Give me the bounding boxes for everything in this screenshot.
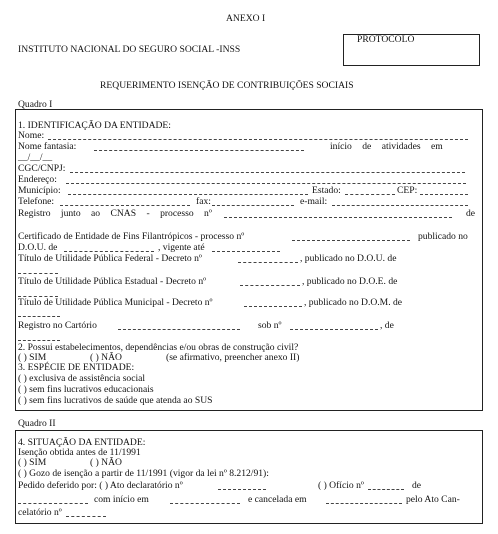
section2-note: (se afirmativo, preencher anexo II) <box>166 352 300 363</box>
titulo-federal-field[interactable] <box>238 262 298 263</box>
cgc-field[interactable] <box>70 172 465 173</box>
cartorio-de-label: , de <box>380 320 394 331</box>
section3-title: 3. ESPÉCIE DE ENTIDADE: <box>18 362 135 373</box>
annex-label: ANEXO I <box>226 13 266 24</box>
estado-field[interactable] <box>345 194 395 195</box>
titulo-estadual-publicado: , publicado no D.O.E. de <box>302 276 398 287</box>
fax-label: fax: <box>196 196 211 207</box>
municipio-label: Município: <box>18 185 61 196</box>
estado-label: Estado: <box>312 185 341 196</box>
titulo-federal-label: Título de Utilidade Pública Federal - Decreto nº <box>18 253 202 264</box>
pedido-label: Pedido deferido por: ( ) Ato declaratório nº <box>18 480 183 491</box>
endereco-label: Endereço: <box>18 174 57 185</box>
gozo-option[interactable]: ( ) Gozo de isenção a partir de 11/1991 (vigor da lei nº 8.212/91): <box>18 468 269 479</box>
com-inicio-field[interactable] <box>170 503 240 504</box>
titulo-estadual-label: Título de Utilidade Pública Estadual - Decreto nº <box>18 276 207 287</box>
nome-field[interactable] <box>48 139 468 140</box>
inicio-label: início de atividades em <box>330 141 443 152</box>
registro-cnas-de: de <box>466 208 476 219</box>
titulo-municipal-field[interactable] <box>244 306 302 307</box>
registro-cnas-field[interactable] <box>224 217 452 218</box>
section2-question: 2. Possui estabelecimentos, dependências e/ou obras de construção civil? <box>18 342 299 353</box>
titulo-municipal-label: Título de Utilidade Pública Municipal - Decreto nº <box>18 297 213 308</box>
oficio-option[interactable]: ( ) Ofício nº <box>318 480 364 491</box>
cgc-label: CGC/CNPJ: <box>18 163 66 174</box>
certificado-field[interactable] <box>292 240 410 241</box>
dou-de-label: D.O.U. de <box>18 242 58 253</box>
section4-sim[interactable]: ( ) SIM <box>18 457 47 468</box>
cartorio-date-field[interactable] <box>18 340 60 341</box>
section2-sim[interactable]: ( ) SIM <box>18 352 47 363</box>
certificado-publicado: publicado no <box>418 231 468 242</box>
nome-fantasia-field[interactable] <box>94 150 304 151</box>
inicio-date[interactable]: __/__/__ <box>18 152 53 163</box>
cancelatorio-label: celatório nº <box>18 507 62 518</box>
section2-nao[interactable]: ( ) NÃO <box>90 352 122 363</box>
titulo-federal-date[interactable] <box>18 273 58 274</box>
titulo-municipal-date[interactable] <box>18 316 60 317</box>
form-title: REQUERIMENTO ISENÇÃO DE CONTRIBUIÇÕES SOCIAIS <box>100 80 354 91</box>
cancelada-field[interactable] <box>326 503 402 504</box>
endereco-field[interactable] <box>66 183 466 184</box>
cancelatorio-field[interactable] <box>66 516 106 517</box>
sob-no-label: sob nº <box>258 320 282 331</box>
institute-name: INSTITUTO NACIONAL DO SEGURO SOCIAL -INSS <box>18 44 241 55</box>
registro-cartorio-field[interactable] <box>118 329 240 330</box>
certificado-label: Certificado de Entidade de Fins Filantrópicos - processo nº <box>18 231 245 242</box>
email-label: e-mail: <box>300 196 328 207</box>
nome-label: Nome: <box>18 130 45 141</box>
email-field[interactable] <box>332 205 468 206</box>
section4-title: 4. SITUAÇÃO DA ENTIDADE: <box>18 437 146 448</box>
titulo-federal-publicado: , publicado no D.O.U. de <box>300 253 397 264</box>
registro-cartorio-label: Registro no Cartório <box>18 320 97 331</box>
especie-option-1[interactable]: ( ) exclusiva de assistência social <box>18 373 146 384</box>
section1-title: 1. IDENTIFICAÇÃO DA ENTIDADE: <box>18 120 171 131</box>
municipio-field[interactable] <box>68 194 308 195</box>
oficio-field[interactable] <box>368 489 404 490</box>
quadro1-label: Quadro I <box>18 99 53 110</box>
section4-nao[interactable]: ( ) NÃO <box>90 457 122 468</box>
cep-label: CEP: <box>397 185 418 196</box>
com-inicio-label: com início em <box>94 494 149 505</box>
pelo-ato-label: pelo Ato Can- <box>406 494 460 505</box>
oficio-de: de <box>412 480 422 491</box>
ato-declaratorio-field[interactable] <box>218 489 266 490</box>
telefone-field[interactable] <box>60 205 190 206</box>
titulo-municipal-publicado: , publicado no D.O.M. de <box>304 297 403 308</box>
cancelada-label: e cancelada em <box>248 494 307 505</box>
nome-fantasia-label: Nome fantasia: <box>18 141 77 152</box>
vigente-ate-label: , vigente até <box>158 242 205 253</box>
registro-cnas-label: Registro junto ao CNAS - processo nº <box>18 208 212 219</box>
fax-field[interactable] <box>212 205 294 206</box>
titulo-estadual-field[interactable] <box>240 285 300 286</box>
telefone-label: Telefone: <box>18 196 55 207</box>
cep-field[interactable] <box>420 194 468 195</box>
vigente-ate-field[interactable] <box>212 251 280 252</box>
especie-option-3[interactable]: ( ) sem fins lucrativos de saúde que atenda ao SUS <box>18 395 213 406</box>
dou-date-field[interactable] <box>64 251 154 252</box>
sob-no-field[interactable] <box>290 329 378 330</box>
especie-option-2[interactable]: ( ) sem fins lucrativos educacionais <box>18 384 154 395</box>
ato-date-field[interactable] <box>18 503 88 504</box>
isencao-obtida: Isenção obtida antes de 11/1991 <box>18 447 141 458</box>
protocol-label: PROTOCOLO <box>357 34 415 45</box>
quadro2-label: Quadro II <box>18 418 56 429</box>
